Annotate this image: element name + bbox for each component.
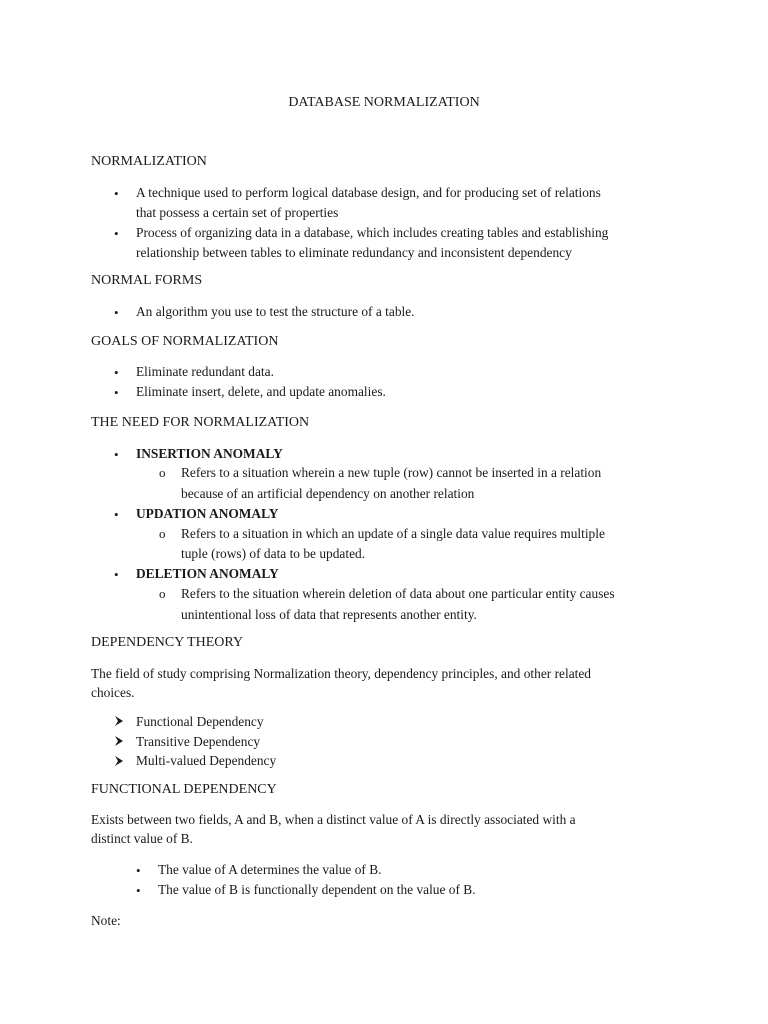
anomaly-name: INSERTION ANOMALY [136, 446, 283, 461]
bullet-icon: • [114, 365, 119, 380]
paragraph-line: The field of study comprising Normalization theory, dependency principles, and other related [91, 666, 592, 681]
bullet-icon: • [114, 385, 119, 400]
bullet-icon: • [114, 447, 119, 462]
sub-list-item: Refers to a situation in which an update of a single data value requires multiple [181, 526, 605, 541]
heading-goals: GOALS OF NORMALIZATION [91, 334, 279, 349]
sub-bullet-icon: o [159, 465, 166, 480]
note-label: Note: [91, 913, 121, 928]
paragraph-line: distinct value of B. [91, 831, 193, 846]
list-item: Multi-valued Dependency [136, 753, 277, 768]
sub-list-item-continuation: tuple (rows) of data to be updated. [181, 546, 366, 561]
sub-list-item-continuation: because of an artificial dependency on another relation [181, 486, 475, 501]
heading-normal-forms: NORMAL FORMS [91, 273, 203, 288]
heading-dependency-theory: DEPENDENCY THEORY [91, 635, 244, 650]
paragraph-line: Exists between two fields, A and B, when a distinct value of A is directly associated with a [91, 812, 576, 827]
bullet-icon: • [114, 567, 119, 582]
bullet-icon: • [136, 883, 141, 898]
list-item-continuation: that possess a certain set of properties [136, 205, 339, 220]
list-item: Process of organizing data in a database, which includes creating tables and establishing [136, 225, 609, 240]
list-item: Functional Dependency [136, 714, 264, 729]
heading-need: THE NEED FOR NORMALIZATION [91, 415, 310, 430]
paragraph-line: choices. [91, 685, 135, 700]
list-item: A technique used to perform logical database design, and for producing set of relations [136, 185, 601, 200]
anomaly-name: DELETION ANOMALY [136, 566, 279, 581]
list-item: Eliminate insert, delete, and update anomalies. [136, 384, 386, 399]
sub-list-item: Refers to a situation wherein a new tuple (row) cannot be inserted in a relation [181, 465, 602, 480]
list-item-continuation: relationship between tables to eliminate redundancy and inconsistent dependency [136, 245, 572, 260]
bullet-icon: • [114, 507, 119, 522]
sub-bullet-icon: o [159, 526, 166, 541]
bullet-icon: • [114, 305, 119, 320]
list-item: An algorithm you use to test the structure of a table. [136, 304, 415, 319]
bullet-icon: • [136, 863, 141, 878]
heading-normalization: NORMALIZATION [91, 154, 207, 169]
sub-list-item: Refers to the situation wherein deletion of data about one particular entity causes [181, 586, 615, 601]
anomaly-name: UPDATION ANOMALY [136, 506, 279, 521]
document-title: DATABASE NORMALIZATION [288, 95, 480, 110]
sub-bullet-icon: o [159, 586, 166, 601]
bullet-icon: • [114, 186, 119, 201]
sub-list-item-continuation: unintentional loss of data that represents another entity. [181, 607, 477, 622]
heading-functional-dependency: FUNCTIONAL DEPENDENCY [91, 782, 277, 797]
bullet-icon: • [114, 226, 119, 241]
list-item: The value of A determines the value of B. [158, 862, 382, 877]
list-item: The value of B is functionally dependent on the value of B. [158, 882, 476, 897]
list-item: Transitive Dependency [136, 734, 261, 749]
list-item: Eliminate redundant data. [136, 364, 274, 379]
